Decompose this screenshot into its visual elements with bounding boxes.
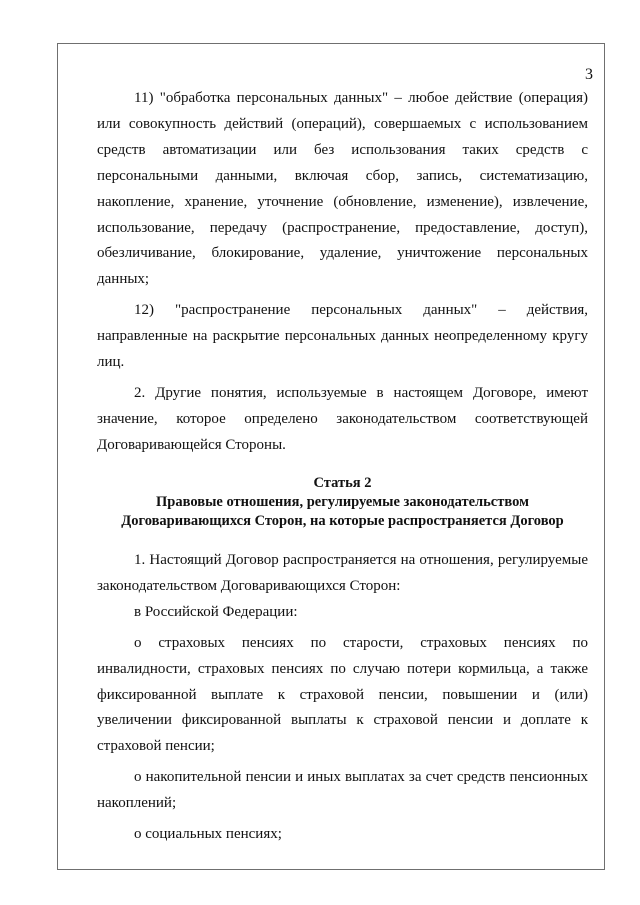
scope-section — [97, 548, 588, 848]
page-number: 3 — [585, 66, 593, 83]
paragraph-other-terms: 2. Другие понятия, используемые в настоящем Договоре, имеют значение, которое определено законодательством соответствующей Договаривающейся Стороны. — [97, 384, 588, 453]
article-heading — [97, 474, 588, 531]
article-title-line-2: Договаривающихся Сторон, на которые распространяется Договор — [121, 513, 564, 529]
list-item-social-pensions: о социальных пенсиях; — [134, 826, 282, 843]
article-number: Статья 2 — [313, 475, 372, 491]
list-item-insurance-pensions: о страховых пенсиях по старости, страховых пенсиях по инвалидности, страховых пенсиях по случаю потери кормильца, а также фиксированной выплате к страховой пенсии, повышении и (или) увеличении фиксированной выплаты к страховой пенсии и доплате к страховой пенсии; — [97, 634, 588, 755]
paragraph-definition-11: 11) "обработка персональных данных" – любое действие (операция) или совокупность действий (операций), совершаемых с использованием средств автоматизации или без использования таких средств с персональными данными, включая сбор, запись, систематизацию, накопление, хранение, уточнение (обновление, изменение), извлечение, использование, передачу (распространение, предоставление, доступ), обезличивание, блокирование, удаление, уничтожение персональных данных; — [97, 90, 588, 288]
definitions-section — [97, 86, 588, 459]
article-title-line-1: Правовые отношения, регулируемые законодательством — [156, 494, 529, 510]
paragraph-definition-12: 12) "распространение персональных данных" – действия, направленные на раскрытие персональных данных неопределенному кругу лиц. — [97, 302, 588, 371]
list-item-funded-pension: о накопительной пенсии и иных выплатах за счет средств пенсионных накоплений; — [97, 769, 588, 812]
paragraph-scope: 1. Настоящий Договор распространяется на отношения, регулируемые законодательством Договаривающихся Сторон: — [97, 552, 588, 594]
paragraph-russian-federation: в Российской Федерации: — [134, 603, 298, 620]
